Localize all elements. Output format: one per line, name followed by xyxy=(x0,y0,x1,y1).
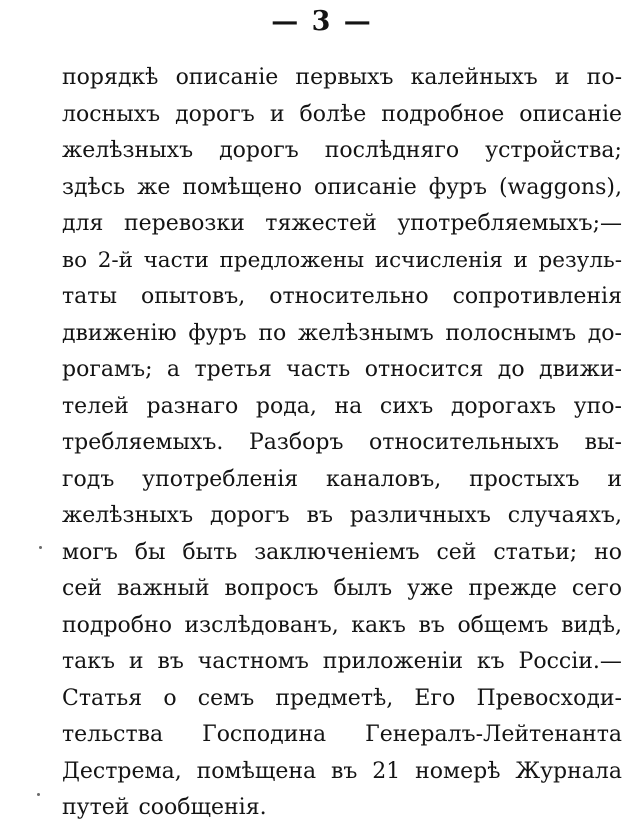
word: быть xyxy=(182,539,238,565)
word: часть xyxy=(286,357,351,382)
word: бы xyxy=(134,539,166,565)
word: а xyxy=(166,357,181,382)
word: подробное xyxy=(381,101,505,127)
word: Господина xyxy=(202,722,327,747)
word: дорогъ xyxy=(175,101,255,127)
word: желѣзнымъ xyxy=(297,320,434,346)
word: до xyxy=(497,357,525,382)
word: сообщенія. xyxy=(138,795,267,820)
text-line xyxy=(62,425,622,462)
text-line xyxy=(62,206,622,243)
word: послѣдняго xyxy=(324,138,460,163)
word: полоснымъ xyxy=(445,320,577,346)
word: относится xyxy=(364,357,484,382)
word: описаніе xyxy=(519,101,622,127)
text-line xyxy=(62,389,622,426)
word: описаніе xyxy=(314,174,417,200)
word: же xyxy=(137,174,171,200)
word: номерѣ xyxy=(415,758,501,784)
word: въ xyxy=(306,503,333,528)
word: и xyxy=(128,649,144,674)
ink-speck xyxy=(39,546,42,549)
word: о xyxy=(163,685,177,711)
text-line xyxy=(62,644,622,681)
word: упо- xyxy=(573,393,622,419)
word: калейныхъ xyxy=(410,65,538,90)
word: порядкѣ xyxy=(62,65,159,90)
word: и xyxy=(513,247,528,273)
word: 21 xyxy=(372,758,401,784)
word: видѣ, xyxy=(561,612,622,638)
word: описаніе xyxy=(175,65,279,90)
word: въ xyxy=(157,649,184,674)
word: въ xyxy=(418,612,445,638)
word: для xyxy=(62,211,104,236)
word: перевозки xyxy=(123,211,245,236)
word: дорогъ xyxy=(210,503,290,528)
word: уже xyxy=(407,576,454,601)
word: изслѣдованъ, xyxy=(184,612,339,638)
word: прежде xyxy=(468,576,557,601)
text-line xyxy=(62,498,622,535)
word: таты xyxy=(62,284,117,309)
text-line xyxy=(62,316,622,353)
word: третья xyxy=(194,357,272,382)
word: употребляемыхъ;— xyxy=(397,211,622,236)
word: телей xyxy=(62,393,129,419)
word: сего xyxy=(571,576,622,601)
word: движенію xyxy=(62,320,177,346)
word: и xyxy=(269,101,285,127)
word: до- xyxy=(587,320,622,346)
word: разнаго xyxy=(146,393,239,419)
word: сей xyxy=(436,539,477,565)
word: годъ xyxy=(62,466,115,492)
word: Генералъ-Лейтенанта xyxy=(365,722,622,747)
word: предложены xyxy=(219,247,365,273)
word: но xyxy=(594,539,622,565)
word: относительныхъ xyxy=(369,430,560,455)
word: къ xyxy=(476,649,505,674)
word: части xyxy=(143,247,209,273)
word: заключеніемъ xyxy=(254,539,420,565)
word: такъ xyxy=(62,649,116,674)
word: сихъ xyxy=(379,393,434,419)
word: дорогахъ xyxy=(450,393,557,419)
text-line xyxy=(62,571,622,608)
word: важный xyxy=(116,576,210,601)
word: приложеніи xyxy=(322,649,464,674)
word: былъ xyxy=(333,576,393,601)
text-line xyxy=(62,60,622,97)
word: во xyxy=(62,247,88,273)
text-line xyxy=(62,279,622,316)
word: случаяхъ, xyxy=(507,503,622,528)
word: Дестрема, xyxy=(62,758,182,784)
word: общемъ xyxy=(457,612,549,638)
word: тяжестей xyxy=(265,211,377,236)
text-line xyxy=(62,790,622,827)
word: сопротивленія xyxy=(452,284,622,309)
text-line xyxy=(62,97,622,134)
word: и xyxy=(554,65,570,90)
text-line xyxy=(62,754,622,791)
text-line xyxy=(62,535,622,572)
word: по- xyxy=(586,65,622,90)
word: устройства; xyxy=(485,138,622,163)
word: лосныхъ xyxy=(62,101,161,127)
text-line xyxy=(62,352,622,389)
word: статьи; xyxy=(493,539,578,565)
word: помѣщена xyxy=(196,758,317,784)
ink-speck xyxy=(37,793,40,796)
word: фуръ xyxy=(428,174,487,200)
page-number: — 3 — xyxy=(271,6,373,37)
word: исчисленія xyxy=(374,247,503,273)
word: требляемыхъ. xyxy=(62,430,224,455)
word: опытовъ, xyxy=(140,284,246,309)
word: Его xyxy=(414,685,456,711)
word: резуль- xyxy=(538,247,622,273)
text-line xyxy=(62,681,622,718)
word: движи- xyxy=(539,357,622,382)
word: рода, xyxy=(255,393,317,419)
word: рогамъ; xyxy=(62,357,153,382)
word: тельства xyxy=(62,722,164,747)
word: болѣе xyxy=(299,101,367,127)
word: вы- xyxy=(584,430,622,455)
text-line xyxy=(62,462,622,499)
word: вопросъ xyxy=(224,576,319,601)
word: относительно xyxy=(269,284,429,309)
word: здѣсь xyxy=(62,174,126,200)
word: и xyxy=(607,466,622,492)
word: дорогъ xyxy=(219,138,299,163)
word: различныхъ xyxy=(349,503,491,528)
text-line xyxy=(62,717,622,754)
word: 2-й xyxy=(97,247,133,273)
text-line xyxy=(62,608,622,645)
word: первыхъ xyxy=(295,65,394,90)
word: Статья xyxy=(62,685,143,711)
word: фуръ xyxy=(188,320,247,346)
word: употребленія xyxy=(142,466,299,492)
word: Разборъ xyxy=(248,430,344,455)
word: (waggons), xyxy=(498,174,622,200)
word: желѣзныхъ xyxy=(62,503,194,528)
word: Журнала xyxy=(515,758,622,784)
word: Превосходи- xyxy=(476,685,622,711)
word: каналовъ, xyxy=(325,466,442,492)
word: простыхъ xyxy=(469,466,580,492)
word: помѣщено xyxy=(182,174,303,200)
word: предметѣ, xyxy=(275,685,394,711)
word: Россіи.— xyxy=(518,649,622,674)
text-line xyxy=(62,170,622,207)
word: частномъ xyxy=(197,649,309,674)
word: на xyxy=(334,393,363,419)
text-line xyxy=(62,133,622,170)
word: семъ xyxy=(197,685,255,711)
word: по xyxy=(258,320,287,346)
word: подробно xyxy=(62,612,172,638)
word: въ xyxy=(331,758,358,784)
word: могъ xyxy=(62,539,118,565)
word: желѣзныхъ xyxy=(62,138,194,163)
word: какъ xyxy=(351,612,406,638)
text-line xyxy=(62,243,622,280)
word: сей xyxy=(62,576,103,601)
word: путей xyxy=(62,795,130,820)
body-text xyxy=(62,60,622,827)
